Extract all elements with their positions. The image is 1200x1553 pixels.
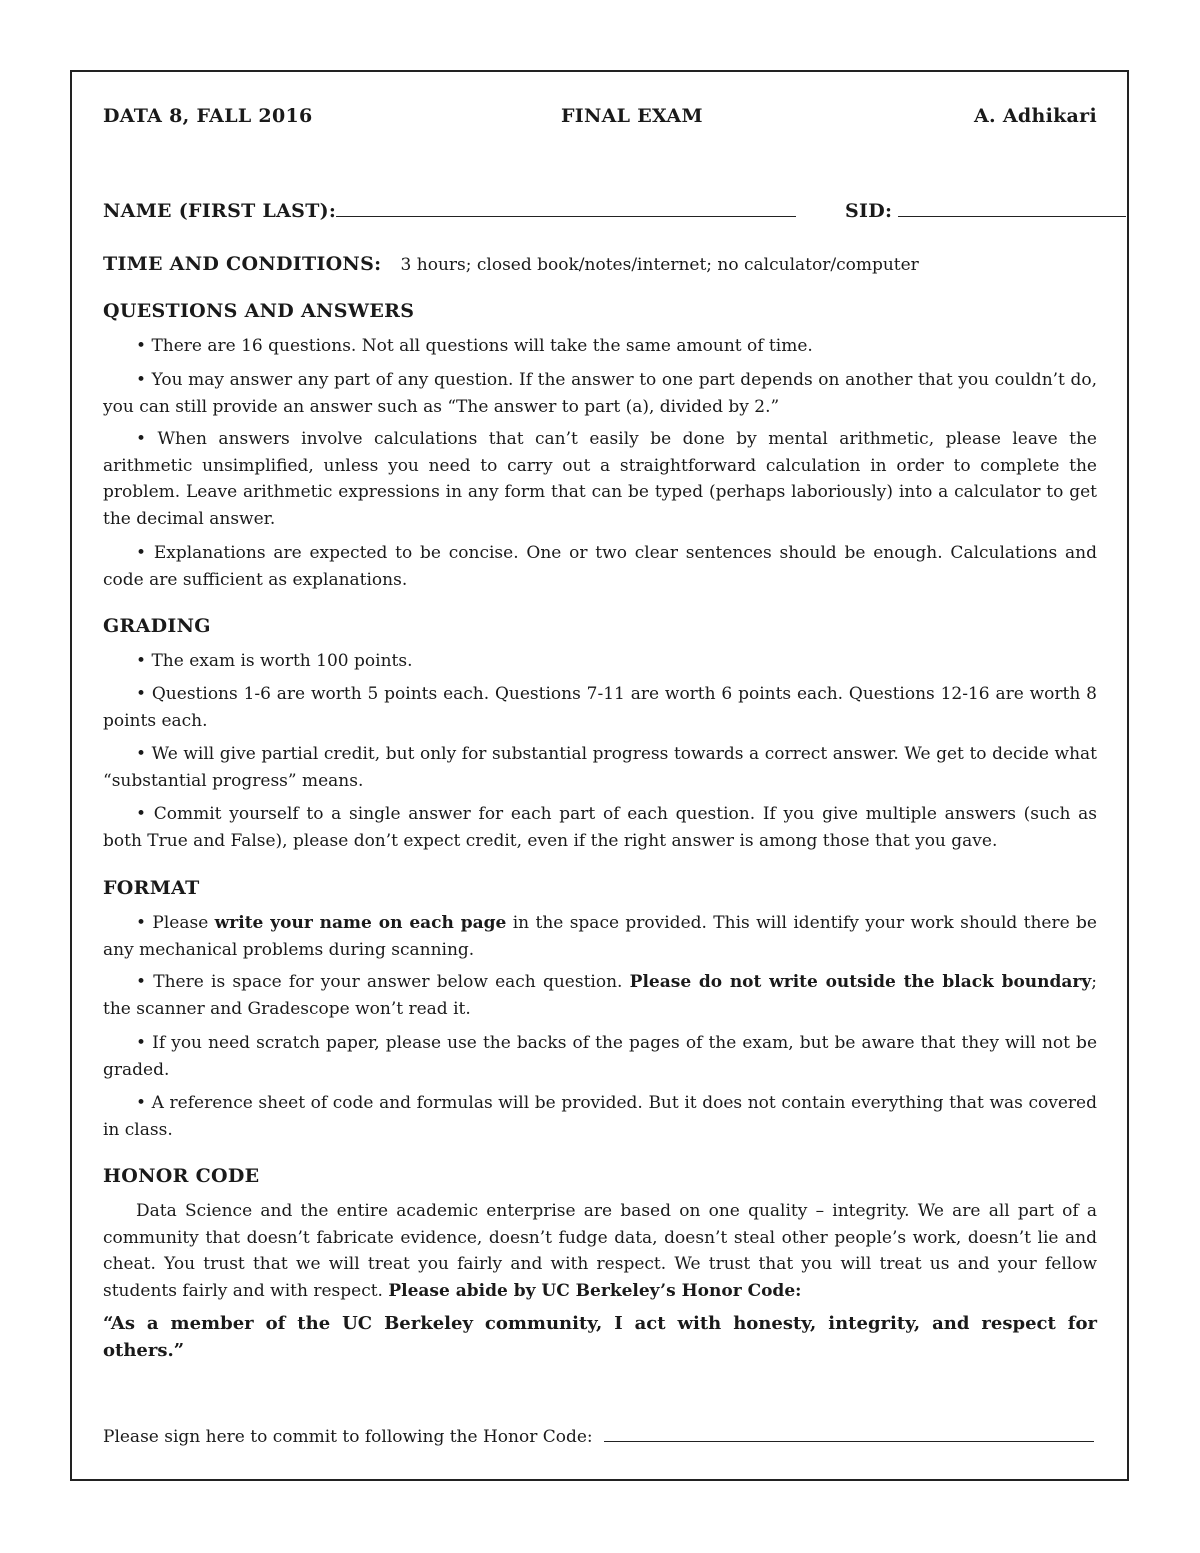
instructor-name: A. Adhikari [973,105,1097,127]
grading-heading: GRADING [103,615,211,637]
format-bullet-2: • There is space for your answer below each question. Please do not write outside the black boundary; the scanner and Gradescope won’t read it. [103,972,1097,1019]
grading-bullet-1: • The exam is worth 100 points. [136,651,413,671]
name-row [103,198,796,222]
honor-heading: HONOR CODE [103,1165,260,1187]
time-conditions [103,253,1097,275]
format-bullet-1: • Please write your name on each page in the space provided. This will identify your work should there be any mechanical problems during scanning. [103,913,1097,960]
qa-bullet-1: • There are 16 questions. Not all questions will take the same amount of time. [136,336,813,356]
grading-bullet-3: • We will give partial credit, but only for substantial progress towards a correct answer. We get to decide what “substantial progress” means. [103,744,1097,791]
format-bullet-4: • A reference sheet of code and formulas will be provided. But it does not contain everything that was covered in class. [103,1093,1097,1140]
format-heading: FORMAT [103,877,200,899]
format-bullet-3: • If you need scratch paper, please use the backs of the pages of the exam, but be aware that they will not be graded. [103,1033,1097,1080]
grading-bullet-2: • Questions 1-6 are worth 5 points each. Questions 7-11 are worth 6 points each. Questions 12-16 are worth 8 points each. [103,684,1097,731]
honor-quote: “As a member of the UC Berkeley community, I act with honesty, integrity, and respect for others.” [103,1313,1097,1361]
qa-bullet-2: • You may answer any part of any question. If the answer to one part depends on another that you couldn’t do, you can still provide an answer such as “The answer to part (a), divided by 2.” [103,370,1097,417]
qa-bullet-4: • Explanations are expected to be concise. One or two clear sentences should be enough. Calculations and code are sufficient as explanations. [103,543,1097,590]
time-label: TIME AND CONDITIONS: [103,253,382,275]
signature-row [103,1423,1094,1447]
sid-row [845,198,1126,222]
qa-bullet-3: • When answers involve calculations that can’t easily be done by mental arithmetic, please leave the arithmetic unsimplified, unless you need to carry out a straightforward calculation in order to complete the problem. Leave arithmetic expressions in any form that can be typed (perhaps laboriously) into a calculator to get the decimal answer. [103,429,1097,529]
sid-label: SID: [845,200,893,222]
course-label: DATA 8, FALL 2016 [103,105,313,127]
qa-heading: QUESTIONS AND ANSWERS [103,300,415,322]
grading-bullet-4: • Commit yourself to a single answer for each part of each question. If you give multiple answers (such as both True and False), please don’t expect credit, even if the right answer is among those that you gave. [103,804,1098,851]
name-field[interactable] [336,198,796,217]
exam-title: FINAL EXAM [561,105,703,127]
honor-body: Data Science and the entire academic enterprise are based on one quality – integrity. We are all part of a community that doesn’t fabricate evidence, doesn’t fudge data, doesn’t steal other people’s work, doesn’t lie and cheat. You trust that we will treat you fairly and with respect. We trust that you will treat us and your fellow students fairly and with respect. Please abide by UC Berkeley’s Honor Code: [103,1201,1097,1301]
time-text: 3 hours; closed book/notes/internet; no calculator/computer [400,255,919,275]
sid-field[interactable] [898,198,1126,217]
name-label: NAME (FIRST LAST): [103,200,337,222]
signature-label: Please sign here to commit to following the Honor Code: [103,1427,593,1447]
signature-field[interactable] [604,1423,1094,1442]
